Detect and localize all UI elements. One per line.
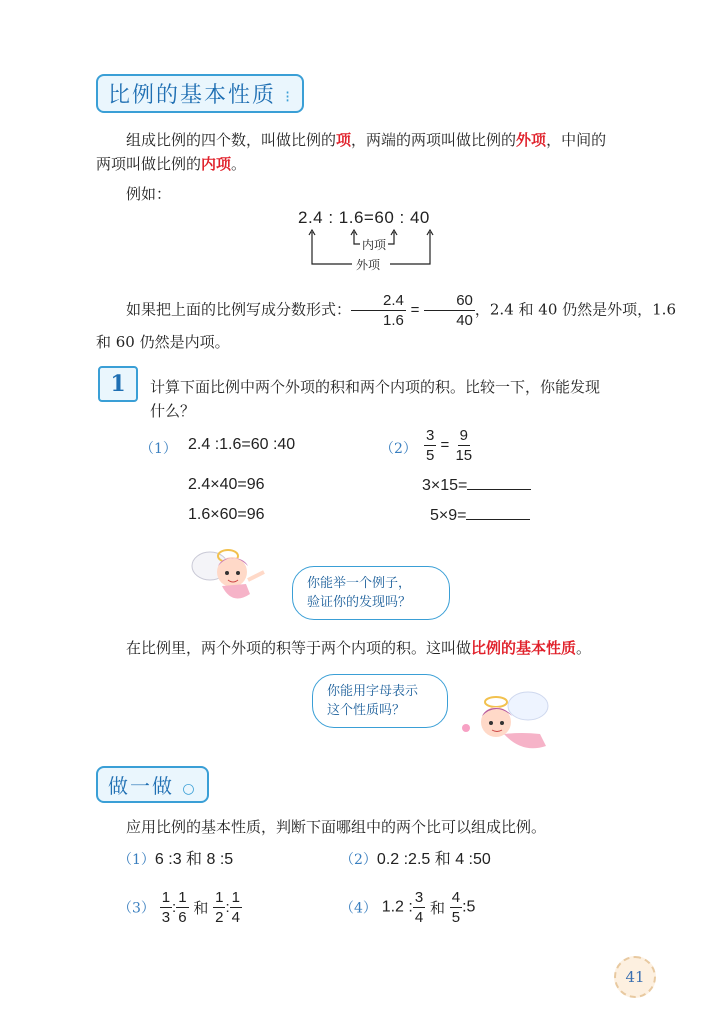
fraction-1-over-2 [213,890,225,925]
practice-q3 [118,890,242,925]
q1-label: （1） [118,852,155,868]
denominator: 3 [161,909,171,926]
fraction-text-line2: 和 60 仍然是内项。 [96,333,230,351]
calc-text: 5×9= [430,507,467,524]
diagram-equation: 2.4 : 1.6=60 : 40 [298,208,430,227]
numerator: 1 [161,889,171,906]
intro-text: 两项叫做比例的 [96,155,202,173]
exercise1-text [150,375,670,423]
intro-text: 。 [231,155,247,173]
denominator: 1.6 [383,312,404,329]
intro-text: 组成比例的四个数，叫做比例的 [126,131,337,149]
numerator: 1 [231,889,240,906]
fraction-1-over-4 [230,890,242,925]
part1-calc1: 2.4×40=96 [188,476,265,493]
numerator: 1 [178,889,187,906]
property-statement [126,636,686,660]
example-label: 例如： [126,185,172,203]
bubble1-line2: 验证你的发现吗？ [307,595,412,610]
exercise-number: 1 [110,371,126,397]
practice-title-text: 做一做 [108,774,174,798]
q4-lead: 1.2 : [381,898,413,916]
q4-label: （4） [340,900,377,917]
q4-tail: :5 [462,898,476,916]
numerator: 3 [414,889,424,906]
fraction-1-over-6 [176,890,188,925]
and-word: 和 [193,899,209,917]
denominator: 4 [231,909,240,926]
part1-label: （1） [140,441,177,457]
speech-bubble-1 [292,566,450,620]
denominator: 6 [178,909,187,926]
fraction-paragraph [96,293,676,354]
practice-q2 [340,846,491,869]
numerator: 2.4 [351,293,406,311]
denominator: 5 [451,909,461,926]
exercise1-text-line2: 什么？ [150,402,196,420]
denominator: 4 [414,909,424,926]
practice-q1 [118,846,233,869]
part2-calc1 [422,476,531,495]
intro-text: ，两端的两项叫做比例的 [351,131,517,149]
numerator: 3 [426,427,435,444]
fraction-text: 如果把上面的比例写成分数形式： [126,300,352,319]
q2-label: （2） [340,852,377,868]
practice-q4 [340,890,475,925]
page-number-badge [614,956,656,998]
calc-text: 3×15= [422,477,468,494]
bubble2-line1: 你能用字母表示 [327,684,419,699]
fraction-4-over-5 [450,890,462,925]
inner-term-label: 内项 [362,238,387,252]
term-waixiang: 外项 [516,131,547,149]
and-word: 和 [429,899,445,917]
denominator: 2 [215,909,224,926]
angel-girl-illustration [188,536,278,610]
numerator: 1 [215,889,224,906]
outer-term-label: 外项 [356,258,381,272]
term-neixiang: 内项 [201,155,232,173]
part1-equation: 2.4 :1.6=60 :40 [188,436,296,453]
colon: : [172,899,177,916]
q1-text: 6 :3 和 8 :5 [154,851,234,868]
fraction-3-over-4 [413,890,425,925]
colon: : [225,899,230,916]
exercise-number-badge [98,366,138,402]
denominator: 15 [455,447,473,464]
intro-paragraph [96,128,666,176]
denominator: 40 [456,312,473,329]
property-text-end: 。 [576,639,592,657]
fraction-1-over-3 [160,890,172,925]
part2-fraction-equation [424,428,474,463]
term-xiang: 项 [336,131,352,149]
q2-text: 0.2 :2.5 和 4 :50 [376,851,491,868]
scroll-curl-icon: ⁝ [285,87,293,106]
practice-title [96,766,209,803]
fraction-60-over-40 [424,293,475,328]
denominator: 5 [426,447,435,464]
bubble2-line2: 这个性质吗？ [327,703,406,718]
equals-sign: = [410,301,420,319]
answer-blank[interactable] [467,476,531,490]
practice-instruction: 应用比例的基本性质，判断下面哪组中的两个比可以组成比例。 [126,818,547,836]
fraction-3-over-5 [424,428,436,463]
fraction-9-over-15 [453,428,474,463]
angel-girl-illustration-2 [456,684,556,764]
bubble1-line1: 你能举一个例子， [307,576,412,591]
cloud-tail-icon: ○ [182,781,197,797]
term-basic-property: 比例的基本性质 [471,639,577,657]
exercise1-text-line1: 计算下面比例中两个外项的积和两个内项的积。比较一下，你能发现 [150,378,601,396]
q3-label: （3） [118,900,155,917]
page-number: 41 [625,968,645,986]
numerator: 60 [424,293,475,311]
part2-calc2 [430,506,530,525]
speech-bubble-2 [312,674,448,728]
fraction-text: ，2.4 和 40 仍然是外项，1.6 [474,300,676,319]
numerator: 4 [451,889,461,906]
property-text: 在比例里，两个外项的积等于两个内项的积。这叫做 [126,639,472,657]
section-title [96,74,304,113]
equals-sign: = [440,436,450,454]
fraction-2-4-over-1-6 [351,293,406,328]
part1-calc2: 1.6×60=96 [188,506,265,523]
numerator: 9 [459,427,468,444]
answer-blank[interactable] [466,506,530,520]
intro-text: ，中间的 [546,131,607,149]
section-title-text: 比例的基本性质 [108,83,277,108]
part2-label: （2） [380,441,417,457]
